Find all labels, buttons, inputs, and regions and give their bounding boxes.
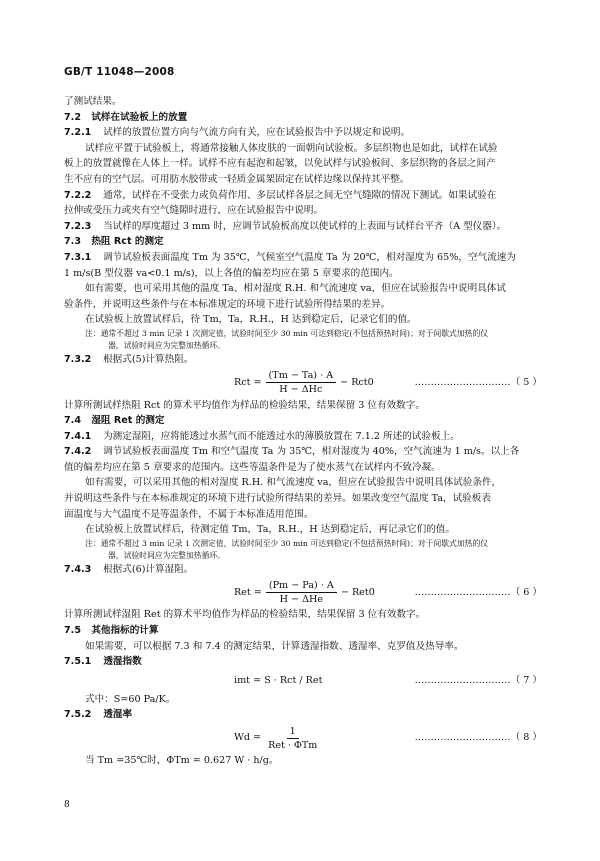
formula-6 xyxy=(64,577,542,607)
section-heading-7-3: 7.3 热阻 Rct 的测定 xyxy=(64,236,164,248)
equation-number: …………………………（ 5 ） xyxy=(414,376,542,388)
fraction-numerator: (Tm − Ta) · A xyxy=(266,369,337,383)
text-line: 如有需要，可以采用其他的相对湿度 R.H. 和气流速度 va，但应在试验报告中说明具体试验条件， xyxy=(85,477,502,489)
fraction-denominator: H − ΔHe xyxy=(279,593,324,605)
text-line: 拉伸或受压力或夹有空气缝隙时进行，应在试验报告中说明。 xyxy=(64,205,324,217)
section-heading-7-5-2: 7.5.2 透湿率 xyxy=(64,709,133,721)
clause-7-4-1: 7.4.1 为测定湿阻，应将能透过水蒸气而不能透过水的薄膜放置在 7.1.2 所述的试验板上。 xyxy=(64,430,460,442)
text-line: 如有需要，也可采用其他的温度 Ta、相对湿度 R.H. 和气流速度 va，但应在试验报告中说明具体试 xyxy=(85,283,506,295)
section-heading-7-2: 7.2 试样在试验板上的放置 xyxy=(64,111,188,123)
formula-7 xyxy=(64,670,542,692)
formula-fraction xyxy=(265,725,320,752)
document-body xyxy=(64,94,542,769)
text-line: 在试验板上放置试样后，待测定值 Tm，Ta，R.H.，H 达到稳定后，再记录它们的值。 xyxy=(85,524,456,536)
note-text: 注：通常不超过 3 min 记录 1 次测定值，试验时间至少 30 min 可达到稳定(不包括预热时间)；对于间歇式加热的仪 xyxy=(85,328,489,338)
fraction-denominator: Ret · ΦTm xyxy=(268,739,318,751)
clause-7-4-2: 7.4.2 调节试验板表面温度 Tm 和空气温度 Ta 为 35℃，相对湿度为 40%，空气流速为 1 m/s。以上各 xyxy=(64,446,520,458)
text-line: 并说明这些条件与在本标准规定的环境下进行试验所得结果的差异。如果改变空气温度 Ta，试验板表 xyxy=(64,493,491,505)
equation-number: …………………………（ 6 ） xyxy=(414,586,542,598)
text-line: 式中：S=60 Pa/K。 xyxy=(85,693,176,705)
text-line: 了测试结果。 xyxy=(64,96,122,107)
fraction-denominator: H − ΔHc xyxy=(279,384,323,395)
fraction-numerator: (Pm − Pa) · A xyxy=(266,579,337,593)
formula-fraction xyxy=(266,369,337,396)
text-line: 板上的放置就像在人体上一样。试样不应有起泡和起皱，以免试样与试验板间、多层织物的各层之间产 xyxy=(64,158,496,170)
clause-7-3-2: 7.3.2 根据式(5)计算热阻。 xyxy=(64,353,194,365)
formula-5 xyxy=(64,368,542,398)
page-number: 8 xyxy=(64,800,70,810)
section-heading-7-4: 7.4 湿阻 Ret 的测定 xyxy=(64,415,165,427)
formula-fraction xyxy=(266,579,337,606)
formula-tail: − Ret0 xyxy=(340,586,375,598)
formula-tail: − Rct0 xyxy=(340,376,374,388)
formula-expression: imt = S · Rct / Ret xyxy=(234,675,323,687)
text-line: 值的偏差均应在第 5 章要求的范围内。这些等温条件是为了使水蒸气在试样内不致冷凝。 xyxy=(64,461,441,473)
standard-number: GB/T 11048—2008 xyxy=(64,66,175,78)
clause-7-2-2: 7.2.2 通常，试样在不受张力或负荷作用、多层试样各层之间无空气缝隙的情况下测试。如果试验在 xyxy=(64,189,497,201)
clause-7-2-1: 7.2.1 试样的放置位置方向与气流方向有关，应在试验报告中予以规定和说明。 xyxy=(64,127,411,139)
equation-number: …………………………（ 7 ） xyxy=(414,675,542,687)
formula-8 xyxy=(64,723,542,753)
text-line: 如果需要，可以根据 7.3 和 7.4 的测定结果，计算透湿指数、透湿率、克罗值及热导率。 xyxy=(85,640,464,652)
text-line: 生不应有的空气层。可用肪水胶带或一轻质金属架固定在试样边缘以保持其平整。 xyxy=(64,173,410,185)
clause-7-2-3: 7.2.3 当试样的厚度超过 3 mm 时，应调节试验板高度以使试样的上表面与试样台平齐（A 型仪器）。 xyxy=(64,220,507,232)
fraction-numerator: 1 xyxy=(287,725,299,739)
section-heading-7-5: 7.5 其他指标的计算 xyxy=(64,625,159,637)
equation-number: …………………………（ 8 ） xyxy=(414,732,542,744)
note-text: 器，试验时间应为完整加热循环。 xyxy=(108,550,225,560)
text-line: 面温度与大气温度不是等温条件，不属于本标准适用范围。 xyxy=(64,508,314,520)
note-text: 器，试验时间应为完整加热循环。 xyxy=(108,340,225,350)
text-line: 验条件，并说明这些条件与在本标准规定的环境下进行试验所得结果的差异。 xyxy=(64,298,391,310)
section-heading-7-5-1: 7.5.1 透湿指数 xyxy=(64,656,142,668)
formula-lhs: Wd = xyxy=(234,732,262,744)
formula-lhs: Rct = xyxy=(234,376,262,388)
formula-lhs: Ret = xyxy=(234,586,262,598)
note-text: 注：通常不超过 3 min 记录 1 次测定值，试验时间至少 30 min 可达到稳定(不包括预热时间)；对于间歇式加热的仪 xyxy=(85,538,489,548)
text-line: 在试验板上放置试样后，待 Tm，Ta，R.H.，H 达到稳定后，记录它们的值。 xyxy=(85,314,417,326)
text-line: 计算所测试样湿阻 Ret 的算术平均值作为样品的检验结果，结果保留 3 位有效数字。 xyxy=(64,609,426,621)
clause-7-3-1: 7.3.1 调节试验板表面温度 Tm 为 35℃，气候室空气温度 Ta 为 20℃，相对湿度为 65%，空气流速为 xyxy=(64,251,516,263)
text-line: 1 m/s(B 型仪器 va<0.1 m/s)，以上各值的偏差均应在第 5 章要求的范围内。 xyxy=(64,267,399,279)
clause-7-4-3: 7.4.3 根据式(6)计算湿阻。 xyxy=(64,563,194,575)
text-line: 试样应平置于试验板上，将通常接触人体皮肤的一面朝向试验板。多层织物也是如此，试样在试验 xyxy=(85,142,498,154)
text-line: 当 Tm =35℃时，ΦTm = 0.627 W · h/g。 xyxy=(85,755,279,766)
text-line: 计算所测试样热阻 Rct 的算术平均值作为样品的检验结果，结果保留 3 位有效数字。 xyxy=(64,399,425,411)
